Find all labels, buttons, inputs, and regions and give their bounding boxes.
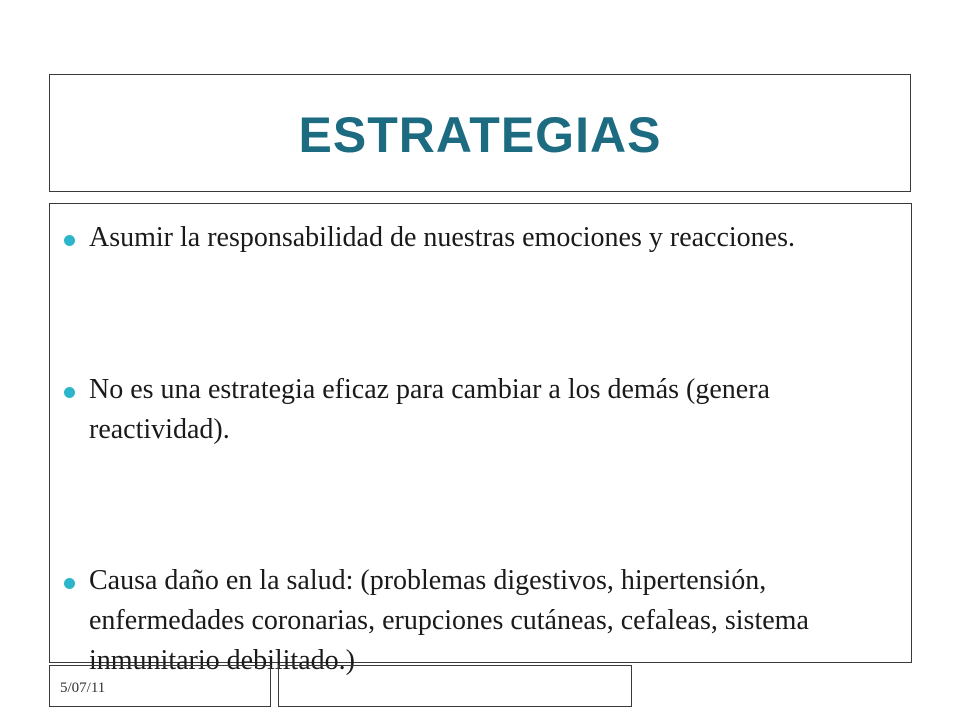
bullet-item xyxy=(50,561,870,681)
bullet-dot-icon xyxy=(64,387,75,398)
content-placeholder[interactable] xyxy=(49,203,912,676)
bullet-text: Causa daño en la salud: (problemas digestivos, hipertensión, enfermedades coronarias, erupciones cutáneas, cefaleas, sistema inmunitario debilitado.) xyxy=(89,565,809,676)
bullet-text: Asumir la responsabilidad de nuestras emociones y reacciones. xyxy=(89,222,796,253)
title-placeholder[interactable] xyxy=(49,74,911,192)
footer-placeholder[interactable] xyxy=(278,665,632,707)
bullet-text: No es una estrategia eficaz para cambiar a los demás (genera reactividad). xyxy=(89,374,770,445)
bullet-dot-icon xyxy=(64,235,75,246)
bullet-list xyxy=(50,218,870,681)
footer-date[interactable]: 5/07/11 xyxy=(49,665,271,707)
bullet-item xyxy=(50,370,870,450)
slide-title: ESTRATEGIAS xyxy=(298,107,662,163)
bullet-dot-icon xyxy=(64,578,75,589)
bullet-item xyxy=(50,218,870,258)
